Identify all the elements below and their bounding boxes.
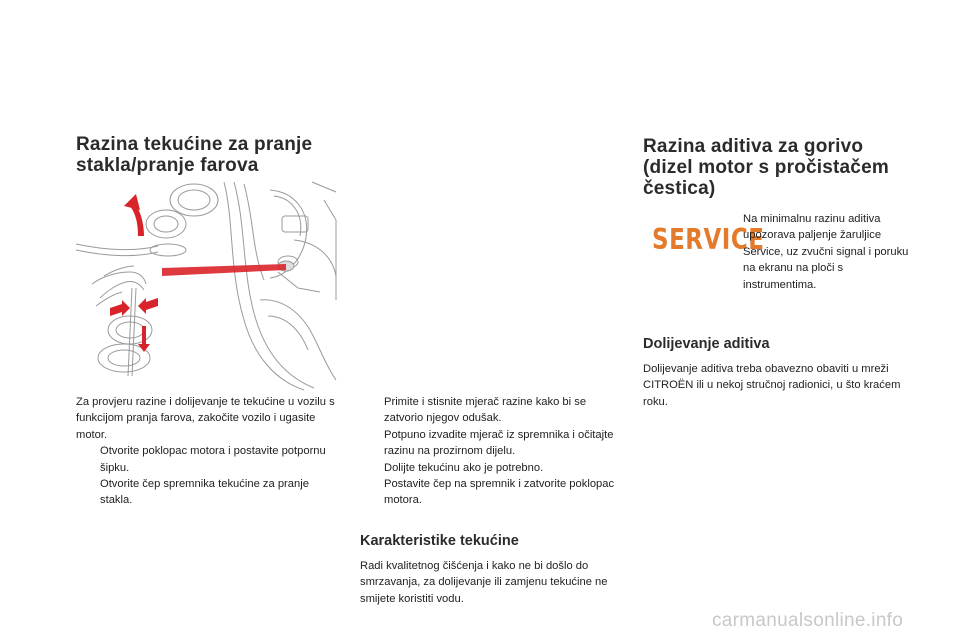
left-title-line-2: stakla/pranje farova (76, 155, 259, 176)
washer-reservoir-illustration (74, 180, 338, 392)
bullet-icon (76, 476, 100, 509)
right-title-line-2: (dizel motor s pročistačem (643, 157, 889, 178)
right-title-line-1: Razina aditiva za gorivo (643, 136, 864, 157)
section-subtitle: Karakteristike tekućine (360, 533, 519, 549)
bullet-icon (360, 460, 384, 476)
watermark: carmanualsonline.info (712, 610, 904, 631)
bullet-text: Dolijte tekućinu ako je potrebno. (384, 461, 544, 474)
list-item (76, 476, 338, 509)
bullet-text: Primite i stisnite mjerač razine kako bi se zatvorio njegov odušak. (384, 396, 587, 425)
list-item (360, 476, 616, 509)
service-label: SERVICE (652, 224, 765, 257)
left-title-line-1: Razina tekućine za pranje (76, 134, 313, 155)
bullet-icon (360, 476, 384, 509)
service-description (743, 211, 909, 293)
bullet-text: Otvorite poklopac motora i postavite potpornu šipku. (100, 445, 326, 474)
bullet-icon (360, 394, 384, 427)
right-heading (643, 136, 923, 199)
bullet-icon (360, 427, 384, 460)
bullet-icon (76, 443, 100, 476)
list-item (360, 460, 616, 476)
middle-bullets (360, 394, 616, 509)
left-heading (76, 134, 346, 176)
section-text: Dolijevanje aditiva treba obavezno obaviti u mreži CITROËN ili u nekoj stručnoj radionici, u što kraćem roku. (643, 363, 901, 408)
section-text: Radi kvalitetnog čišćenja i kako ne bi došlo do smrzavanja, za dolijevanje ili zamjenu tekućine ne smijete koristiti vodu. (360, 560, 608, 605)
bullet-text: Otvorite čep spremnika tekućine za pranje stakla. (100, 478, 309, 507)
bullet-text: Postavite čep na spremnik i zatvorite poklopac motora. (384, 478, 615, 507)
additive-refill-section (643, 336, 911, 410)
fluid-characteristics-section (360, 533, 622, 607)
left-body (76, 394, 338, 509)
left-intro-text: Za provjeru razine i dolijevanje te tekućine u vozilu s funkcijom pranja farova, zakočite vozilo i ugasite motor. (76, 396, 335, 441)
list-item (76, 443, 338, 476)
service-text: Na minimalnu razinu aditiva upozorava paljenje žaruljice Service, uz zvučni signal i poruku na ekranu na ploči s instrumentima. (743, 213, 909, 291)
section-subtitle: Dolijevanje aditiva (643, 336, 770, 352)
bullet-text: Potpuno izvadite mjerač iz spremnika i očitajte razinu na prozirnom dijelu. (384, 428, 614, 458)
right-title-line-3: čestica) (643, 178, 716, 199)
list-item (360, 394, 616, 427)
list-item (360, 427, 616, 460)
